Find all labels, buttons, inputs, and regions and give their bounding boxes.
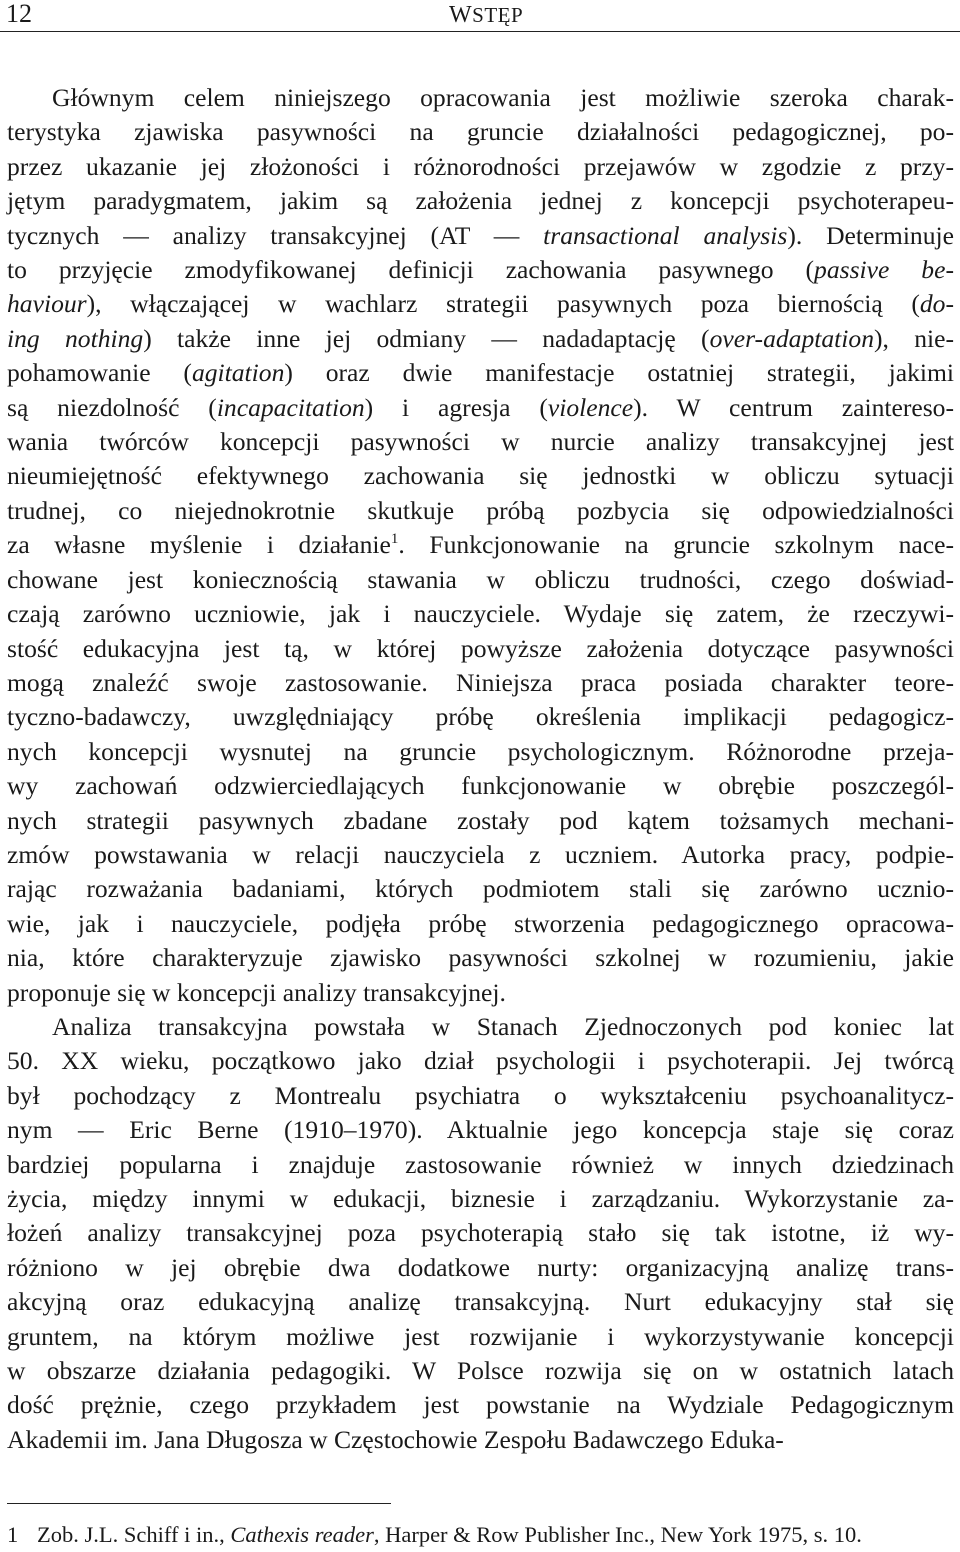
text-run: jętym paradygmatem, jakim są założenia jednej z koncepcji psychoterapeu- <box>7 186 954 216</box>
text-run: dość prężnie, czego przykładem jest powstanie na Wydziale Pedagogicznym <box>7 1390 954 1420</box>
text-run: nych koncepcji wysnutej na gruncie psychologicznym. Różnorodne przeja- <box>7 736 954 766</box>
text-run: tycznych — analizy transakcyjnej (AT — <box>7 220 544 250</box>
text-run: ). Determinuje <box>787 220 954 250</box>
text-run: chowane jest koniecznością stawania w obliczu trudności, czego doświad- <box>7 564 954 594</box>
text-run: Akademii im. Jana Długosza w Częstochowie Zespołu Badawczego Eduka- <box>7 1424 784 1454</box>
text-line <box>7 1216 954 1250</box>
text-line <box>7 1320 954 1354</box>
text-line <box>7 907 954 941</box>
text-line <box>7 1285 954 1319</box>
italic-term: passive be- <box>814 255 954 285</box>
text-run: . Funkcjonowanie na gruncie szkolnym nace- <box>398 530 955 560</box>
text-run: 50. XX wieku, początkowo jako dział psychologii i psychoterapii. Jej twórcą <box>7 1046 954 1076</box>
text-line <box>7 219 954 253</box>
text-run: to przyjęcie zmodyfikowanej definicji zachowania pasywnego ( <box>7 255 815 285</box>
italic-term: ing nothing <box>7 323 144 353</box>
text-line <box>7 322 954 356</box>
running-title <box>449 1 523 29</box>
text-line <box>7 81 954 115</box>
text-run: życia, między innymi w edukacji, biznesie i zarządzaniu. Wykorzystanie za- <box>7 1184 954 1213</box>
text-line <box>7 872 954 906</box>
text-run: tyczno-badawczy, uwzględniający próbę określenia implikacji pedagogicz- <box>7 702 954 732</box>
text-run: akcyjną oraz edukacyjną analizę transakcyjną. Nurt edukacyjny stał się <box>7 1287 954 1317</box>
footnote-text-before: Zob. J.L. Schiff i in., <box>37 1522 231 1547</box>
text-run: łożeń analizy transakcyjnej poza psychoterapią stało się tak istotne, iż wy- <box>7 1218 954 1248</box>
text-line <box>7 287 954 321</box>
text-run: gruntem, na którym możliwe jest rozwijanie i wykorzystywanie koncepcji <box>7 1321 954 1351</box>
footnote-text-after: , Harper & Row Publisher Inc., New York 1975, s. 10. <box>373 1522 862 1547</box>
italic-term: agitation <box>191 358 285 388</box>
text-run: nym — Eric Berne (1910–1970). Aktualnie jego koncepcja staje się coraz <box>7 1115 954 1145</box>
text-line <box>7 150 954 184</box>
text-run: ) oraz dwie manifestacje ostatniej strategii, jakimi <box>284 358 954 388</box>
text-line <box>7 1388 954 1422</box>
text-line <box>7 528 954 562</box>
text-line <box>7 632 954 666</box>
text-line <box>7 976 954 1010</box>
paragraph-1 <box>7 81 954 1010</box>
text-line <box>7 1423 954 1457</box>
text-line <box>7 597 954 631</box>
text-run: Analiza transakcyjna powstała w Stanach Zjednoczonych pod koniec lat <box>52 1011 954 1041</box>
text-line <box>7 838 954 872</box>
text-line <box>7 1148 954 1182</box>
text-line <box>7 1251 954 1285</box>
text-run: bardziej popularna i znajduje zastosowanie również w innych dziedzinach <box>7 1149 954 1179</box>
text-run: czają zarówno uczniowie, jak i nauczyciele. Wydaje się zatem, że rzeczywi- <box>7 599 954 629</box>
text-run: przez ukazanie jej złożoności i różnorodności przejawów w zgodzie z przy- <box>7 151 954 181</box>
text-run: Głównym celem niniejszego opracowania jest możliwie szeroka charak- <box>52 83 954 112</box>
text-line <box>7 563 954 597</box>
text-run: mogą znaleźć swoje zastosowanie. Niniejsza praca posiada charakter teore- <box>7 667 954 697</box>
text-run: był pochodzący z Montrealu psychiatra o wykształceniu psychoanalitycz- <box>7 1080 954 1110</box>
text-run: terystyka zjawiska pasywności na gruncie działalności pedagogicznej, po- <box>7 117 954 147</box>
text-run: są niezdolność ( <box>7 392 217 422</box>
italic-term: do- <box>919 289 954 319</box>
text-line <box>7 1354 954 1388</box>
text-line <box>7 356 954 390</box>
footnote-rule <box>7 1503 391 1504</box>
italic-term: transactional analysis <box>543 220 788 250</box>
text-line <box>7 941 954 975</box>
text-line <box>7 1010 954 1044</box>
footnote-reference: 1 <box>390 531 399 548</box>
text-line <box>7 184 954 218</box>
text-run: stość edukacyjna jest tą, w której powyższe założenia dotyczące pasywności <box>7 633 954 663</box>
text-line <box>7 1113 954 1147</box>
text-run: za własne myślenie i działanie <box>7 530 391 560</box>
body-text <box>7 81 954 1457</box>
running-title-rest: STĘP <box>472 3 524 27</box>
italic-term: over-adaptation <box>709 323 874 353</box>
text-line <box>7 253 954 287</box>
text-run: ), włączającej w wachlarz strategii pasywnych poza biernością ( <box>86 289 920 319</box>
italic-term: haviour <box>7 289 87 319</box>
text-line <box>7 769 954 803</box>
text-line <box>7 666 954 700</box>
footnote-book-title: Cathexis reader <box>230 1522 374 1547</box>
italic-term: incapacitation <box>216 392 365 422</box>
text-line <box>7 804 954 838</box>
page-number: 12 <box>6 0 32 28</box>
italic-term: violence <box>547 392 634 422</box>
text-run: proponuje się w koncepcji analizy transakcyjnej. <box>7 977 506 1007</box>
text-run: nia, które charakteryzuje zjawisko pasywności szkolnej w rozumieniu, jakie <box>7 943 954 973</box>
text-run: zmów powstawania w relacji nauczyciela z uczniem. Autorka pracy, podpie- <box>7 839 954 869</box>
text-run: nych strategii pasywnych zbadane zostały pod kątem tożsamych mechani- <box>7 805 954 835</box>
footnote-mark: 1 <box>7 1522 19 1547</box>
footnote <box>7 1521 954 1549</box>
text-run: w obszarze działania pedagogiki. W Polsce rozwija się on w ostatnich latach <box>7 1356 954 1386</box>
text-line <box>7 735 954 769</box>
text-run: różniono w jej obrębie dwa dodatkowe nurty: organizacyjną analizę trans- <box>7 1252 954 1282</box>
text-run: trudnej, co niejednokrotnie skutkuje próbą pozbycia się odpowiedzialności <box>7 495 954 525</box>
text-run: ) i agresja ( <box>364 392 548 422</box>
text-line <box>7 459 954 493</box>
text-run: ) także inne jej odmiany — nadadaptację ( <box>143 323 710 353</box>
text-run: nieumiejętność efektywnego zachowania się jednostki w obliczu sytuacji <box>7 461 954 491</box>
text-run: ). W centrum zaintereso- <box>633 392 955 422</box>
text-run: ), nie- <box>874 323 954 353</box>
text-line <box>7 115 954 149</box>
text-run: wania twórców koncepcji pasywności w nurcie analizy transakcyjnej jest <box>7 427 954 457</box>
text-run: rając rozważania badaniami, których podmiotem stali się zarówno ucznio- <box>7 874 954 904</box>
running-header <box>6 0 954 30</box>
text-line <box>7 700 954 734</box>
text-line <box>7 391 954 425</box>
text-run: wy zachowań odzwierciedlających funkcjonowanie w obrębie poszczegól- <box>7 771 954 801</box>
text-line <box>7 1044 954 1078</box>
running-title-initial: W <box>449 2 473 28</box>
text-line <box>7 1182 954 1216</box>
text-line <box>7 425 954 459</box>
header-rule <box>0 31 960 32</box>
text-line <box>7 494 954 528</box>
paragraph-2 <box>7 1010 954 1457</box>
text-run: wie, jak i nauczyciele, podjęła próbę stworzenia pedagogicznego opracowa- <box>7 908 954 938</box>
text-line <box>7 1079 954 1113</box>
text-run: pohamowanie ( <box>7 358 192 388</box>
